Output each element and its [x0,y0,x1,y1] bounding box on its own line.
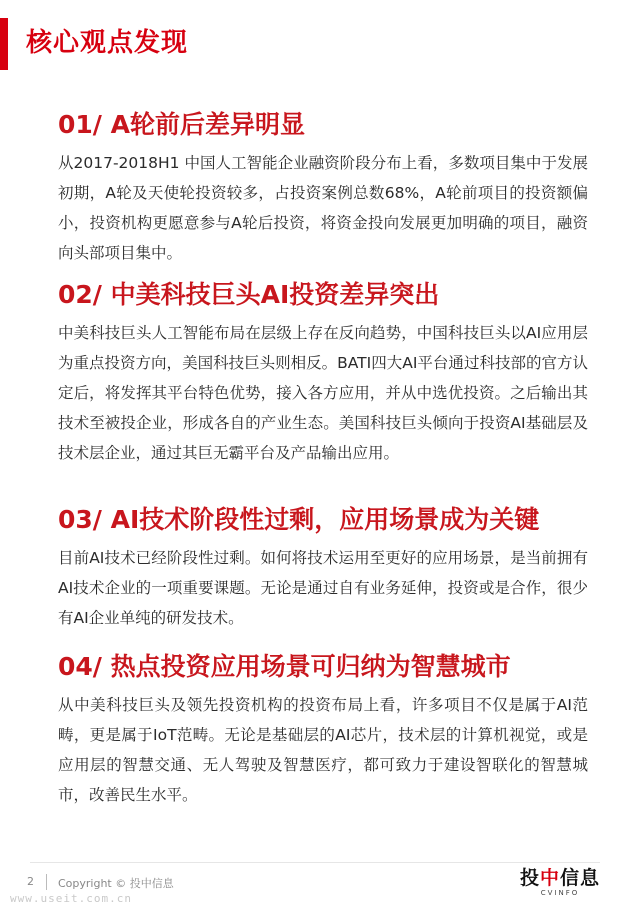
brand-logo-text [520,868,600,888]
section-heading: 01/ A轮前后差异明显 [58,110,305,139]
section-body: 从2017-2018H1 中国人工智能企业融资阶段分布上看，多数项目集中于发展初期，A轮及天使轮投资较多，占投资案例总数68%，A轮前项目的投资额偏小，投资机构更愿意参与A轮后投资，将资金投向发展更加明确的项目，融资向头部项目集中。 [58,154,588,262]
copyright-text: Copyright © 投中信息 [58,877,174,890]
page-number: 2 [27,875,34,888]
page-footer [0,862,630,910]
title-accent-bar [0,18,8,70]
section-03 [58,503,588,633]
section-02 [58,278,588,468]
section-heading: 04/ 热点投资应用场景可归纳为智慧城市 [58,652,511,681]
logo-part-mid: 中 [539,867,560,889]
footer-rule [30,862,600,863]
section-body: 目前AI技术已经阶段性过剩。如何将技术运用至更好的应用场景，是当前拥有AI技术企业的一项重要课题。无论是通过自有业务延伸，投资或是合作，很少有AI企业单纯的研发技术。 [58,549,588,627]
brand-logo [520,868,600,898]
logo-part-left: 投 [519,867,540,889]
section-heading: 03/ AI技术阶段性过剩，应用场景成为关键 [58,505,540,534]
section-body: 从中美科技巨头及领先投资机构的投资布局上看，许多项目不仅是属于AI范畴，更是属于IoT范畴。无论是基础层的AI芯片，技术层的计算机视觉，或是应用层的智慧交通、无人驾驶及智慧医疗，都可致力于建设智联化的智慧城市，改善民生水平。 [58,696,588,804]
section-01 [58,108,588,268]
footer-divider [46,874,47,890]
section-04 [58,650,588,810]
watermark-text: www.useit.com.cn [10,892,132,905]
brand-logo-subtitle: CVINFO [540,889,580,897]
section-body: 中美科技巨头人工智能布局在层级上存在反向趋势，中国科技巨头以AI应用层为重点投资方向，美国科技巨头则相反。BATI四大AI平台通过科技部的官方认定后，将发挥其平台特色优势，接入各方应用，并从中选优投资。之后输出其技术至被投企业，形成各自的产业生态。美国科技巨头倾向于投资AI基础层及技术层企业，通过其巨无霸平台及产品输出应用。 [58,324,588,462]
section-heading: 02/ 中美科技巨头AI投资差异突出 [58,280,440,309]
page-title: 核心观点发现 [26,28,189,58]
logo-part-right: 信息 [559,867,600,889]
